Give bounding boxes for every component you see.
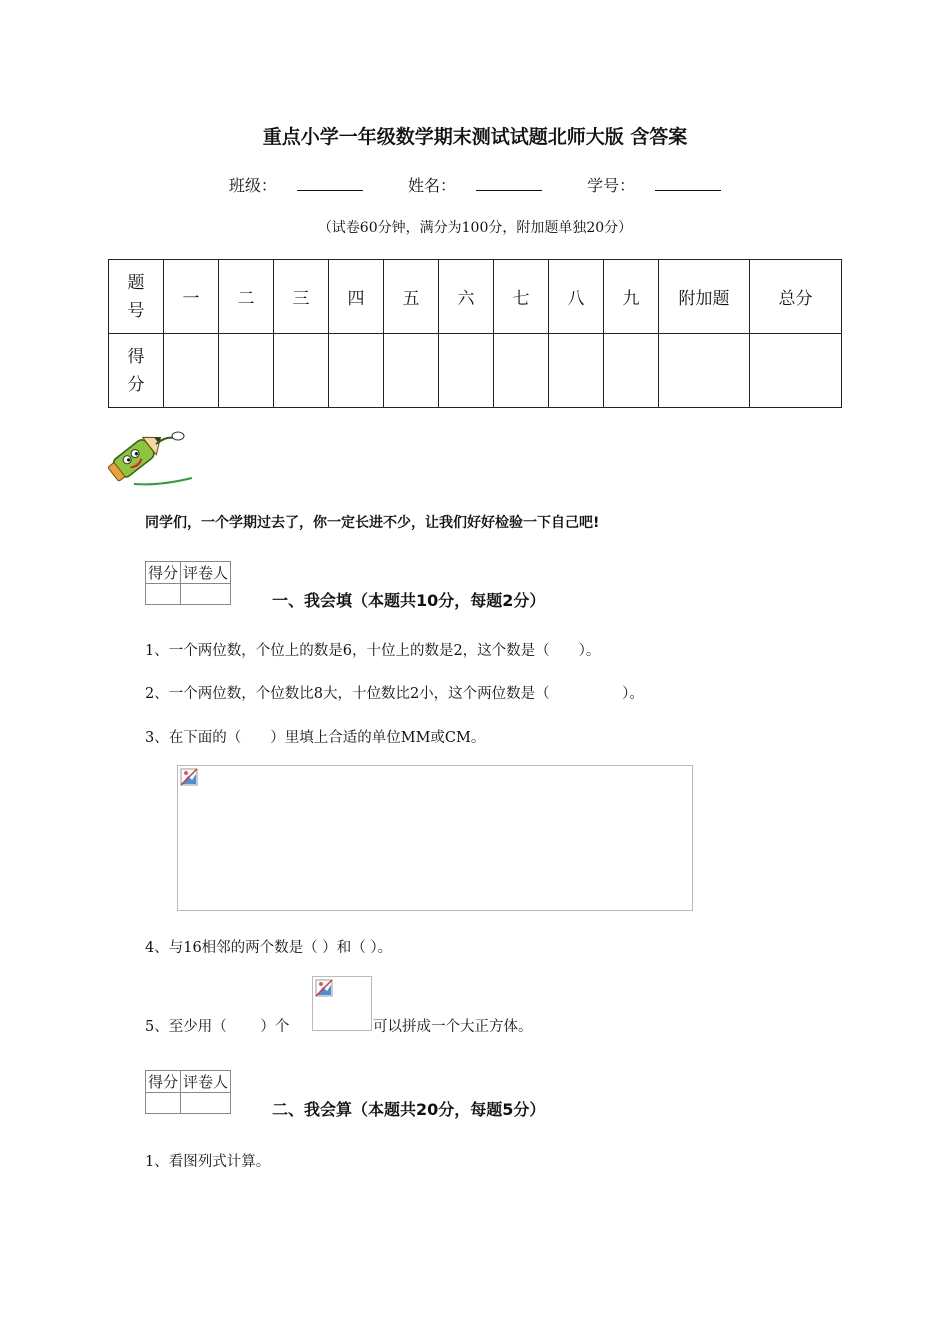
- question-1-5-image: [312, 976, 372, 1031]
- question-1-1: 1、一个两位数，个位上的数是6，十位上的数是2，这个数是（ ）。: [145, 643, 601, 659]
- score-table-score-row: [109, 334, 842, 408]
- score-entry[interactable]: [146, 584, 181, 605]
- score-entry[interactable]: [146, 1093, 181, 1114]
- question-1-5: 5、至少用（ ）个: [145, 1019, 290, 1035]
- intro-text: 同学们，一个学期过去了，你一定长进不少，让我们好好检验一下自己吧!: [145, 515, 600, 531]
- question-1-4: 4、与16相邻的两个数是（ ）和（ ）。: [145, 940, 393, 956]
- class-field: 班级：: [219, 176, 373, 195]
- broken-image-icon: [180, 768, 198, 786]
- score-header: 得分: [146, 1071, 181, 1093]
- exam-note: （试卷60分钟，满分为100分，附加题单独20分）: [317, 220, 633, 236]
- col-header: 附加题: [659, 260, 750, 334]
- id-field: 学号：: [577, 176, 731, 195]
- score-cell[interactable]: [439, 334, 494, 408]
- section2-heading: 二、我会算（本题共20分，每题5分）: [272, 1100, 546, 1119]
- broken-image-icon: [315, 979, 333, 997]
- col-header: 三: [274, 260, 329, 334]
- name-blank: [476, 176, 542, 191]
- score-cell[interactable]: [164, 334, 219, 408]
- col-header: 一: [164, 260, 219, 334]
- question-1-2: 2、一个两位数，个位数比8大，十位数比2小，这个两位数是（ ）。: [145, 686, 644, 702]
- section1-heading: 一、我会填（本题共10分，每题2分）: [272, 591, 546, 610]
- reviewer-entry[interactable]: [181, 584, 231, 605]
- question-1-3-image: [177, 765, 693, 911]
- col-header: 四: [329, 260, 384, 334]
- name-field: 姓名：: [398, 176, 552, 195]
- page-title: 重点小学一年级数学期末测试试题北师大版 含答案: [262, 126, 688, 148]
- col-header: 七: [494, 260, 549, 334]
- reviewer-entry[interactable]: [181, 1093, 231, 1114]
- score-cell[interactable]: [549, 334, 604, 408]
- question-1-5-end: 可以拼成一个大正方体。: [373, 1019, 533, 1035]
- score-cell[interactable]: [384, 334, 439, 408]
- grader-box-1: [145, 561, 231, 605]
- score-cell[interactable]: [750, 334, 842, 408]
- score-cell[interactable]: [274, 334, 329, 408]
- score-cell[interactable]: [604, 334, 659, 408]
- header-label-cell: 题 号: [109, 260, 164, 334]
- id-blank: [655, 176, 721, 191]
- col-header: 五: [384, 260, 439, 334]
- class-blank: [297, 176, 363, 191]
- score-cell[interactable]: [219, 334, 274, 408]
- question-2-1: 1、看图列式计算。: [145, 1154, 271, 1170]
- score-table: [108, 259, 842, 408]
- col-header: 二: [219, 260, 274, 334]
- question-1-3: 3、在下面的（ ）里填上合适的单位MM或CM。: [145, 730, 486, 746]
- student-info: [0, 173, 950, 196]
- reviewer-header: 评卷人: [181, 1071, 231, 1093]
- col-header: 九: [604, 260, 659, 334]
- col-header: 八: [549, 260, 604, 334]
- reviewer-header: 评卷人: [181, 562, 231, 584]
- col-header: 总分: [750, 260, 842, 334]
- grader-box-2: [145, 1070, 231, 1114]
- score-header: 得分: [146, 562, 181, 584]
- score-label-cell: 得 分: [109, 334, 164, 408]
- score-cell[interactable]: [329, 334, 384, 408]
- col-header: 六: [439, 260, 494, 334]
- score-cell[interactable]: [659, 334, 750, 408]
- score-cell[interactable]: [494, 334, 549, 408]
- score-table-header-row: [109, 260, 842, 334]
- pencil-mascot-icon: [104, 422, 196, 494]
